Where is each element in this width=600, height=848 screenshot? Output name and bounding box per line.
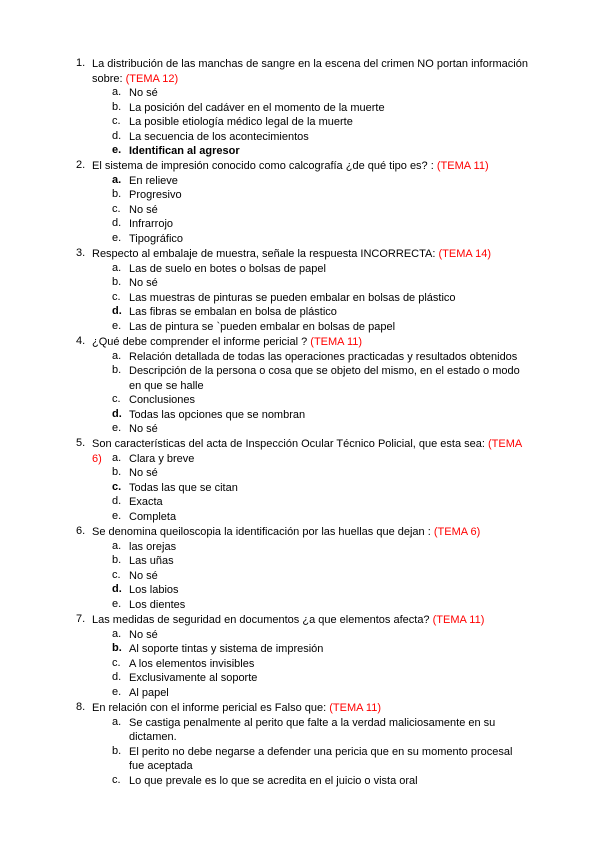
option-text: Las de suelo en botes o bolsas de papel [129,262,326,275]
option-letter: d. [112,305,122,317]
question-text [92,701,532,716]
option-text: Todas las opciones que se nombran [129,408,306,421]
option-text: No sé [129,87,158,99]
option-text: No sé [129,203,158,216]
question-text [92,525,532,540]
option-text: Descripción de la persona o cosa que se objeto del mismo, en el estado o modo en que se halle [129,365,520,392]
option-text: No sé [129,277,158,289]
option-letter: c. [112,290,121,303]
option-text: Las muestras de pinturas se pueden embalar en bolsas de plástico [129,291,456,304]
option-letter: a. [112,539,122,552]
option-text: Las de pintura se `pueden embalar en bolsas de papel [129,320,396,333]
option-text: Completa [129,510,177,523]
option-text: Conclusiones [129,394,196,406]
question-body: La distribución de las manchas de sangre en la escena del crimen NO portan información sobre: [92,58,528,85]
option-text: La posible etiología médico legal de la muerte [129,116,353,128]
option-letter: c. [112,568,121,581]
topic-tag: (TEMA 11) [436,160,489,172]
option-text: Relación detallada de todas las operaciones practicadas y resultados obtenidos [129,350,518,363]
option-letter: d. [112,671,122,683]
option-text: Progresivo [129,189,182,201]
option-text: Exacta [129,496,163,508]
option-letter: c. [112,202,121,215]
option-letter: c. [112,393,121,405]
option-text: No sé [129,569,158,582]
question-body: Son características del acta de Inspección Ocular Técnico Policial, que esta sea: [92,438,485,450]
option-letter: d. [112,495,122,507]
topic-tag: (TEMA 6) [433,526,481,538]
option-letter: e. [112,597,122,610]
option-letter: a. [112,451,122,464]
option-letter: c. [112,115,121,127]
question-body: Respecto al embalaje de muestra, señale la respuesta INCORRECTA: [92,248,436,260]
option-text: Las fibras se embalan en bolsa de plástico [129,306,337,318]
question-body: Se denomina queiloscopia la identificación por las huellas que dejan : [92,526,431,538]
option-letter: e. [112,509,122,522]
question-number: 7. [76,613,86,625]
question-number: 1. [76,57,86,69]
option-text: Los dientes [129,598,186,611]
option-letter: b. [112,100,122,113]
option-text: Los labios [129,584,179,596]
option-letter: a. [112,173,122,186]
question-body: Las medidas de seguridad en documentos ¿a que elementos afecta? [92,614,430,626]
question-text [92,57,532,86]
option-text: Al soporte tintas y sistema de impresión [129,643,324,655]
option-letter: a. [112,261,122,274]
option-text: No sé [129,467,158,479]
question-number: 6. [76,525,86,537]
option-letter: a. [112,715,122,728]
option-letter: a. [112,627,122,640]
option-letter: e. [112,319,122,332]
option-letter: b. [112,642,122,654]
option-text: Al papel [129,686,169,699]
question-text [92,159,532,174]
option-letter: d. [112,217,122,229]
option-text: La secuencia de los acontecimientos [129,130,309,143]
option-letter: b. [112,554,122,566]
option-letter: d. [112,129,122,142]
option-text: las orejas [129,540,177,553]
question-number: 4. [76,335,86,347]
option-text: El perito no debe negarse a defender una pericia que en su momento procesal fue aceptada [129,745,513,772]
option-letter: b. [112,188,122,200]
option-text: La posición del cadáver en el momento de la muerte [129,101,385,114]
topic-tag: (TEMA 12) [125,72,179,85]
question-number: 5. [76,437,86,449]
option-text: Exclusivamente al soporte [129,672,258,684]
topic-tag: (TEMA 6) [92,438,522,465]
option-letter: c. [112,480,122,493]
topic-tag: (TEMA 11) [310,336,363,348]
option-letter: e. [112,422,122,434]
question-text [92,247,532,262]
question-number: 8. [76,701,86,713]
option-letter: a. [112,349,122,362]
topic-tag: (TEMA 11) [329,702,382,714]
option-text: Clara y breve [129,452,195,465]
option-text: No sé [129,423,158,435]
option-letter: c. [112,656,121,669]
option-text: No sé [129,628,158,641]
option-letter: e. [112,685,122,698]
option-text: A los elementos invisibles [129,657,255,670]
question-text [92,613,532,628]
option-letter: c. [112,773,121,786]
option-text: En relieve [129,174,178,187]
question-text [92,335,532,350]
option-letter: e. [112,144,122,156]
option-letter: b. [112,276,122,288]
option-letter: b. [112,744,122,757]
topic-tag: (TEMA 14) [438,248,492,260]
option-text: Infrarrojo [129,218,174,230]
topic-tag: (TEMA 11) [432,614,485,626]
question-number: 2. [76,159,86,171]
option-letter: b. [112,466,122,478]
option-text: Lo que prevale es lo que se acredita en el juicio o vista oral [129,774,418,787]
question-body: El sistema de impresión conocido como calcografía ¿de qué tipo es? : [92,160,434,172]
question-body: En relación con el informe pericial es Falso que: [92,702,327,714]
option-letter: e. [112,231,122,244]
option-text: Todas las que se citan [129,481,238,494]
option-text: Las uñas [129,555,174,567]
option-text: Se castiga penalmente al perito que falte a la verdad maliciosamente en su dictamen. [129,716,496,743]
option-letter: d. [112,407,122,420]
question-body: ¿Qué debe comprender el informe pericial ? [92,336,308,348]
option-letter: d. [112,583,122,595]
question-number: 3. [76,247,86,259]
option-text: Tipográfico [129,232,184,245]
option-letter: b. [112,364,122,376]
option-letter: a. [112,86,122,98]
option-text: Identifican al agresor [129,145,240,157]
